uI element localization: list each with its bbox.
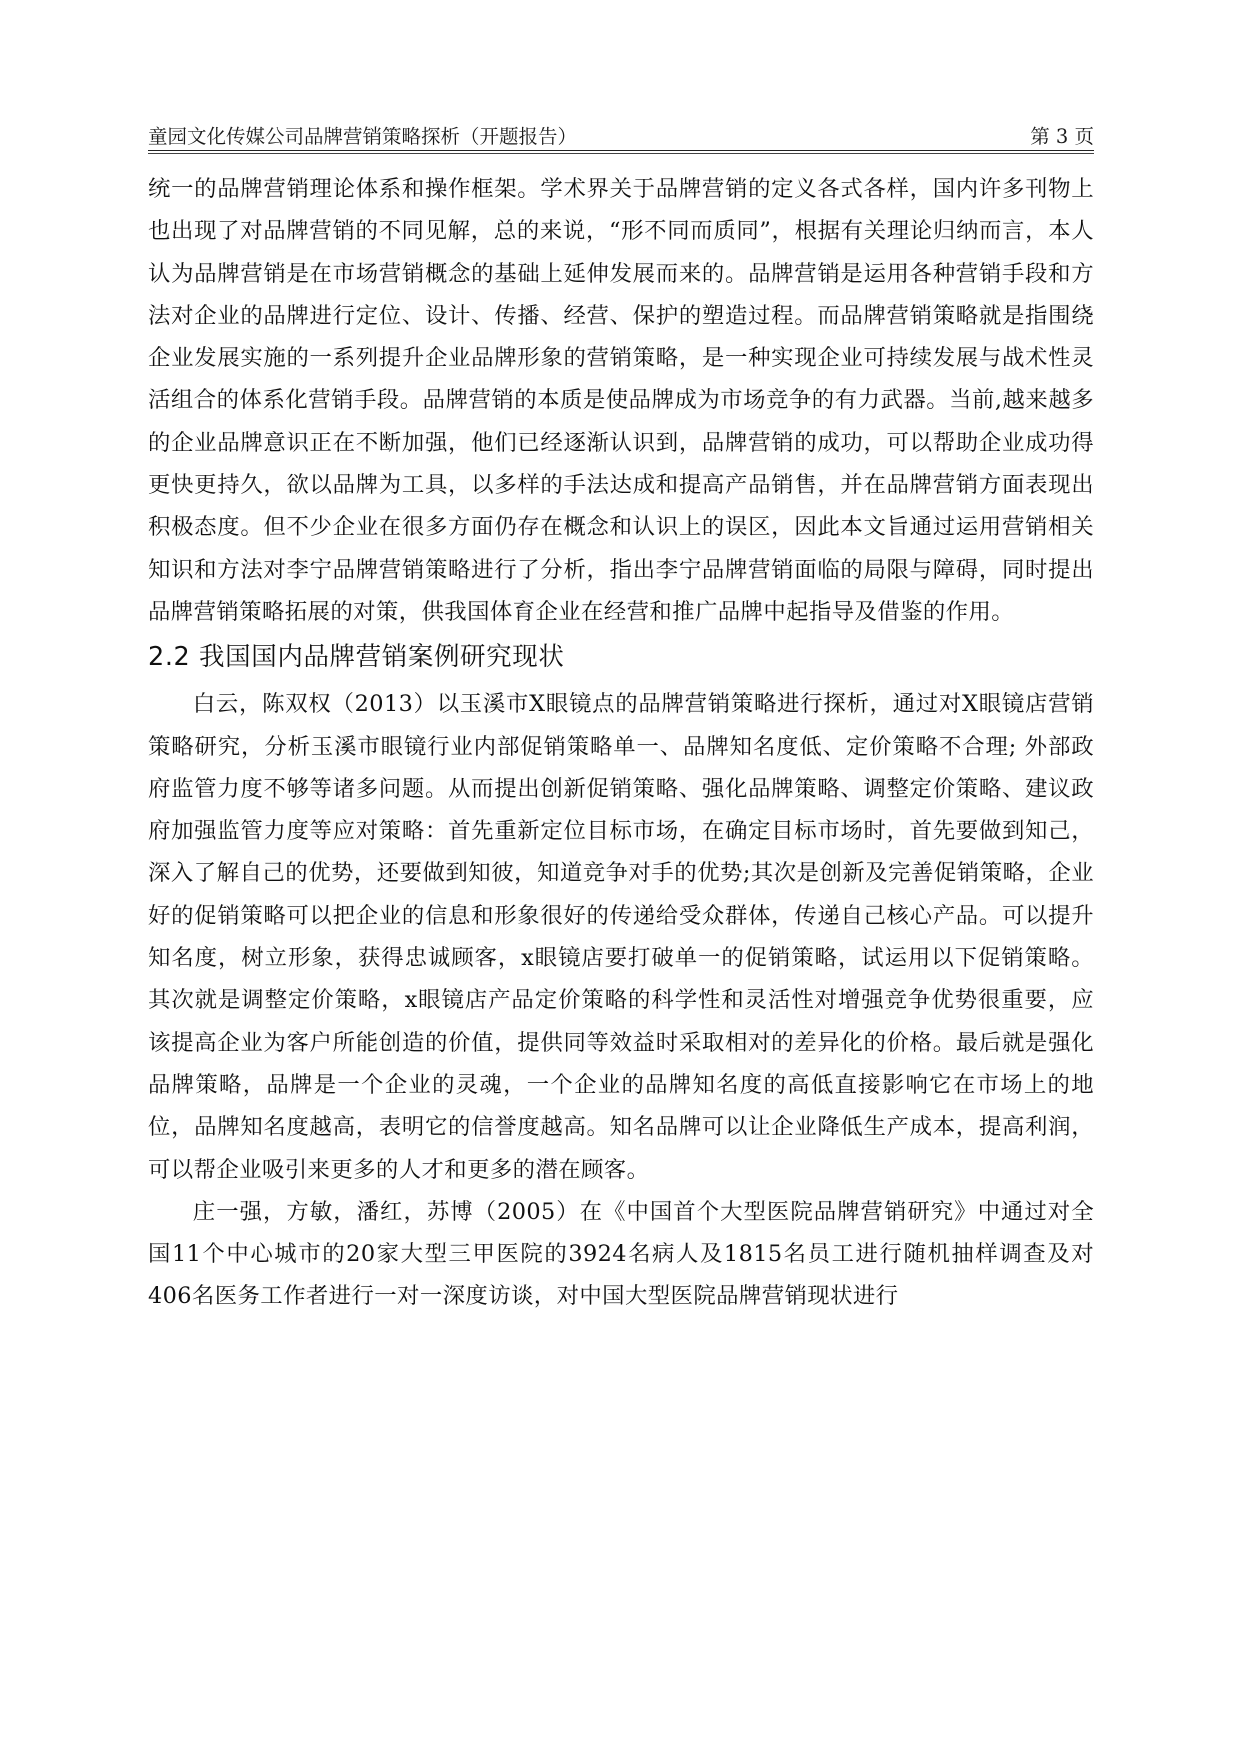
page-body <box>148 168 1094 1318</box>
header-title: 童园文化传媒公司品牌营销策略探析（开题报告） <box>148 125 578 148</box>
header-rule-thin <box>148 153 1094 154</box>
section-heading: 2.2 我国国内品牌营销案例研究现状 <box>148 642 565 673</box>
body-paragraph-continued: 统一的品牌营销理论体系和操作框架。学术界关于品牌营销的定义各式各样，国内许多刊物上也出现了对品牌营销的不同见解，总的来说，“形不同而质同”，根据有关理论归纳而言，本人认为品牌营销是在市场营销概念的基础上延伸发展而来的。品牌营销是运用各种营销手段和方法对企业的品牌进行定位、设计、传播、经营、保护的塑造过程。而品牌营销策略就是指围绕企业发展实施的一系列提升企业品牌形象的营销策略，是一种实现企业可持续发展与战术性灵活组合的体系化营销手段。品牌营销的本质是使品牌成为市场竞争的有力武器。当前,越来越多的企业品牌意识正在不断加强，他们已经逐渐认识到，品牌营销的成功，可以帮助企业成功得更快更持久，欲以品牌为工具，以多样的手法达成和提高产品销售，并在品牌营销方面表现出积极态度。但不少企业在很多方面仍存在概念和认识上的误区，因此本文旨通过运用营销相关知识和方法对李宁品牌营销策略进行了分析，指出李宁品牌营销面临的局限与障碍，同时提出品牌营销策略拓展的对策，供我国体育企业在经营和推广品牌中起指导及借鉴的作用。 <box>148 176 1094 625</box>
running-header <box>148 118 1094 150</box>
page-number: 第 3 页 <box>1030 125 1094 148</box>
header-rule <box>148 150 1094 151</box>
body-paragraph: 庄一强，方敏，潘红，苏博（2005）在《中国首个大型医院品牌营销研究》中通过对全国11个中心城市的20家大型三甲医院的3924名病人及1815名员工进行随机抽样调查及对406名医务工作者进行一对一深度访谈，对中国大型医院品牌营销现状进行 <box>148 1198 1094 1310</box>
body-paragraph: 白云，陈双权（2013）以玉溪市X眼镜点的品牌营销策略进行探析，通过对X眼镜店营销策略研究，分析玉溪市眼镜行业内部促销策略单一、品牌知名度低、定价策略不合理; 外部政府监管力度不够等诸多问题。从而提出创新促销策略、强化品牌策略、调整定价策略、建议政府加强监管力度等应对策略：首先重新定位目标市场，在确定目标市场时，首先要做到知己，深入了解自己的优势，还要做到知彼，知道竞争对手的优势;其次是创新及完善促销策略，企业好的促销策略可以把企业的信息和形象很好的传递给受众群体，传递自己核心产品。可以提升知名度，树立形象，获得忠诚顾客，x眼镜店要打破单一的促销策略，试运用以下促销策略。其次就是调整定价策略，x眼镜店产品定价策略的科学性和灵活性对增强竞争优势很重要，应该提高企业为客户所能创造的价值，提供同等效益时采取相对的差异化的价格。最后就是强化品牌策略，品牌是一个企业的灵魂，一个企业的品牌知名度的高低直接影响它在市场上的地位，品牌知名度越高，表明它的信誉度越高。知名品牌可以让企业降低生产成本，提高利润，可以帮企业吸引来更多的人才和更多的潜在顾客。 <box>148 691 1094 1183</box>
